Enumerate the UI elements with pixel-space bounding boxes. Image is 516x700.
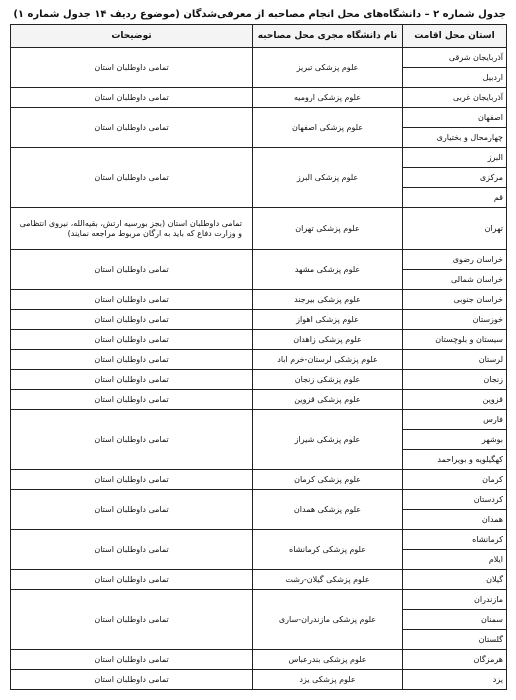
table-row [11, 370, 507, 390]
cell-notes: تمامی داوطلبان استان [11, 410, 253, 470]
cell-province: قم [403, 188, 507, 208]
cell-university: علوم پزشکی کرمانشاه [253, 530, 403, 570]
cell-notes: تمامی داوطلبان استان [11, 590, 253, 650]
table-row [11, 108, 507, 128]
cell-university: علوم پزشکی لرستان-خرم اباد [253, 350, 403, 370]
table-row [11, 670, 507, 690]
table-row [11, 88, 507, 108]
cell-notes: تمامی داوطلبان استان [11, 148, 253, 208]
cell-province: خراسان جنوبی [403, 290, 507, 310]
cell-province: همدان [403, 510, 507, 530]
cell-province: قزوین [403, 390, 507, 410]
cell-province: سیستان و بلوچستان [403, 330, 507, 350]
header-province: استان محل اقامت [403, 25, 507, 48]
cell-notes: تمامی داوطلبان استان [11, 108, 253, 148]
cell-notes: تمامی داوطلبان استان [11, 470, 253, 490]
header-university: نام دانشگاه مجری محل مصاحبه [253, 25, 403, 48]
cell-university: علوم پزشکی قزوین [253, 390, 403, 410]
cell-province: خراسان رضوی [403, 250, 507, 270]
cell-university: علوم پزشکی تهران [253, 208, 403, 250]
table-row [11, 590, 507, 610]
cell-university: علوم پزشکی گیلان-رشت [253, 570, 403, 590]
cell-province: اصفهان [403, 108, 507, 128]
table-row [11, 48, 507, 68]
table-row [11, 570, 507, 590]
table-row [11, 290, 507, 310]
cell-university: علوم پزشکی ارومیه [253, 88, 403, 108]
cell-province: کرمانشاه [403, 530, 507, 550]
cell-university: علوم پزشکی زنجان [253, 370, 403, 390]
cell-province: کرمان [403, 470, 507, 490]
cell-province: آذربایجان شرقی [403, 48, 507, 68]
cell-notes: تمامی داوطلبان استان [11, 670, 253, 690]
cell-notes: تمامی داوطلبان استان [11, 330, 253, 350]
table-row [11, 350, 507, 370]
cell-province: هرمزگان [403, 650, 507, 670]
table-row [11, 530, 507, 550]
cell-province: فارس [403, 410, 507, 430]
table-row [11, 410, 507, 430]
cell-province: مرکزی [403, 168, 507, 188]
cell-province: البرز [403, 148, 507, 168]
cell-province: اردبیل [403, 68, 507, 88]
cell-notes: تمامی داوطلبان استان [11, 530, 253, 570]
cell-province: آذربایجان غربی [403, 88, 507, 108]
cell-university: علوم پزشکی کرمان [253, 470, 403, 490]
cell-notes: تمامی داوطلبان استان [11, 310, 253, 330]
cell-province: کهگیلویه و بویراحمد [403, 450, 507, 470]
cell-province: ایلام [403, 550, 507, 570]
cell-notes: تمامی داوطلبان استان [11, 350, 253, 370]
cell-province: یزد [403, 670, 507, 690]
cell-province: سمنان [403, 610, 507, 630]
cell-province: گیلان [403, 570, 507, 590]
cell-province: کردستان [403, 490, 507, 510]
cell-province: بوشهر [403, 430, 507, 450]
table-row [11, 390, 507, 410]
cell-notes: تمامی داوطلبان استان (بجز بورسیه ارتش، بقیه‌الله، نیروی انتظامی و وزارت دفاع که باید به ارگان مربوط مراجعه نمایند) [11, 208, 253, 250]
cell-university: علوم پزشکی مازندران-ساری [253, 590, 403, 650]
cell-province: مازندران [403, 590, 507, 610]
cell-university: علوم پزشکی شیراز [253, 410, 403, 470]
table-row [11, 470, 507, 490]
table-row [11, 148, 507, 168]
table-row [11, 208, 507, 250]
cell-notes: تمامی داوطلبان استان [11, 290, 253, 310]
cell-university: علوم پزشکی مشهد [253, 250, 403, 290]
table-row [11, 250, 507, 270]
cell-province: زنجان [403, 370, 507, 390]
cell-province: چهارمحال و بختیاری [403, 128, 507, 148]
cell-university: علوم پزشکی زاهدان [253, 330, 403, 350]
table-row [11, 330, 507, 350]
cell-notes: تمامی داوطلبان استان [11, 370, 253, 390]
cell-notes: تمامی داوطلبان استان [11, 48, 253, 88]
cell-notes: تمامی داوطلبان استان [11, 490, 253, 530]
table-row [11, 310, 507, 330]
cell-university: علوم پزشکی یزد [253, 670, 403, 690]
cell-notes: تمامی داوطلبان استان [11, 250, 253, 290]
cell-notes: تمامی داوطلبان استان [11, 88, 253, 108]
table-row [11, 490, 507, 510]
cell-province: لرستان [403, 350, 507, 370]
cell-notes: تمامی داوطلبان استان [11, 570, 253, 590]
table-row [11, 650, 507, 670]
cell-university: علوم پزشکی بیرجند [253, 290, 403, 310]
cell-notes: تمامی داوطلبان استان [11, 650, 253, 670]
cell-university: علوم پزشکی اصفهان [253, 108, 403, 148]
universities-table [10, 24, 507, 690]
cell-province: خوزستان [403, 310, 507, 330]
header-notes: توضیحات [11, 25, 253, 48]
cell-university: علوم پزشکی تبریز [253, 48, 403, 88]
cell-province: تهران [403, 208, 507, 250]
cell-university: علوم پزشکی بندرعباس [253, 650, 403, 670]
cell-province: خراسان شمالی [403, 270, 507, 290]
table-body [11, 48, 507, 690]
table-header-row [11, 25, 507, 48]
cell-notes: تمامی داوطلبان استان [11, 390, 253, 410]
document-title: جدول شماره ۲ – دانشگاه‌های محل انجام مصاحبه از معرفی‌شدگان (موضوع ردیف ۱۴ جدول شماره ۱) [13, 9, 506, 20]
cell-university: علوم پزشکی اهواز [253, 310, 403, 330]
cell-province: گلستان [403, 630, 507, 650]
cell-university: علوم پزشکی البرز [253, 148, 403, 208]
cell-university: علوم پزشکی همدان [253, 490, 403, 530]
